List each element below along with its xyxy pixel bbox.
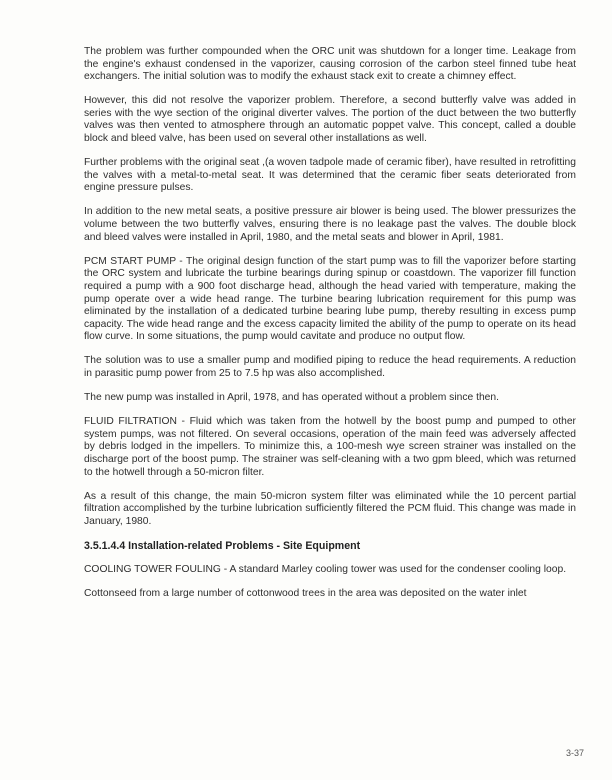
paragraph-air-blower: In addition to the new metal seats, a positive pressure air blower is being used. The blower pressurizes the volume between the two butterfly valves, ensuring there is no leakage past the valves. The double block and bleed valves were installed in April, 1980, and the metal seats and blower in April, 1981. [84,206,576,243]
paragraph-smaller-pump-solution: The solution was to use a smaller pump and modified piping to reduce the head requirements. A reduction in parasitic pump power from 25 to 7.5 hp was also accomplished. [84,355,576,379]
paragraph-cooling-tower-fouling: COOLING TOWER FOULING - A standard Marley cooling tower was used for the condenser cooling loop. [84,563,567,575]
paragraph-new-pump-installed: The new pump was installed in April, 1978, and has operated without a problem since then. [84,392,499,404]
paragraph-fluid-filtration: FLUID FILTRATION - Fluid which was taken from the hotwell by the boost pump and pumped to other system pumps, was not filtered. On several occasions, operation of the main feed was adversely affected by debris lodged in the impellers. To minimize this, a 100-mesh wye screen strainer was installed on the discharge port of the boost pump. The strainer was self-cleaning with a two gpm bleed, which was returned to the hotwell through a 50-micron filter. [84,416,576,478]
section-heading: 3.5.1.4.4 Installation-related Problems - Site Equipment [84,539,361,552]
paragraph-ceramic-seat-problems: Further problems with the original seat ,(a woven tadpole made of ceramic fiber), have resulted in retrofitting the valves with a metal-to-metal seat. It was determined that the ceramic fiber seats deteriorated from engine pressure pulses. [84,157,576,194]
paragraph-cottonseed: Cottonseed from a large number of cottonwood trees in the area was deposited on the water inlet [84,588,527,599]
paragraph-pcm-start-pump: PCM START PUMP - The original design function of the start pump was to fill the vaporizer before starting the ORC system and lubricate the turbine bearings during spinup or coastdown. The vaporizer fill function required a pump with a 900 foot discharge head, although the head varied with temperature, making the pump operate over a wide head range. The turbine bearing lubrication requirement for this pump was eliminated by the installation of a dedicated turbine bearing lube pump, thereby resulting in excess pump capacity. The wide head range and the excess capacity limited the ability of the pump to operate on its head flow curve. In some situations, the pump would cavitate and produce no output flow. [84,255,576,343]
paragraph-filter-elimination: As a result of this change, the main 50-micron system filter was eliminated while the 10 percent partial filtration accomplished by the turbine lubrication sufficiently filtered the PCM fluid. This change was made in January, 1980. [84,490,576,527]
paragraph-second-butterfly-valve: However, this did not resolve the vaporizer problem. Therefore, a second butterfly valve was added in series with the wye section of the original diverter valves. The portion of the duct between the two butterfly valves was then vented to atmosphere through an automatic poppet valve. This concept, called a double block and bleed valve, has been used on several other installations as well. [84,95,576,145]
paragraph-orc-shutdown-leakage: The problem was further compounded when the ORC unit was shutdown for a longer time. Leakage from the engine's exhaust condensed in the vaporizer, causing corrosion of the carbon steel finned tube heat exchangers. The initial solution was to modify the exhaust stack exit to create a chimney effect. [84,46,576,83]
page-number: 3-37 [565,748,584,758]
